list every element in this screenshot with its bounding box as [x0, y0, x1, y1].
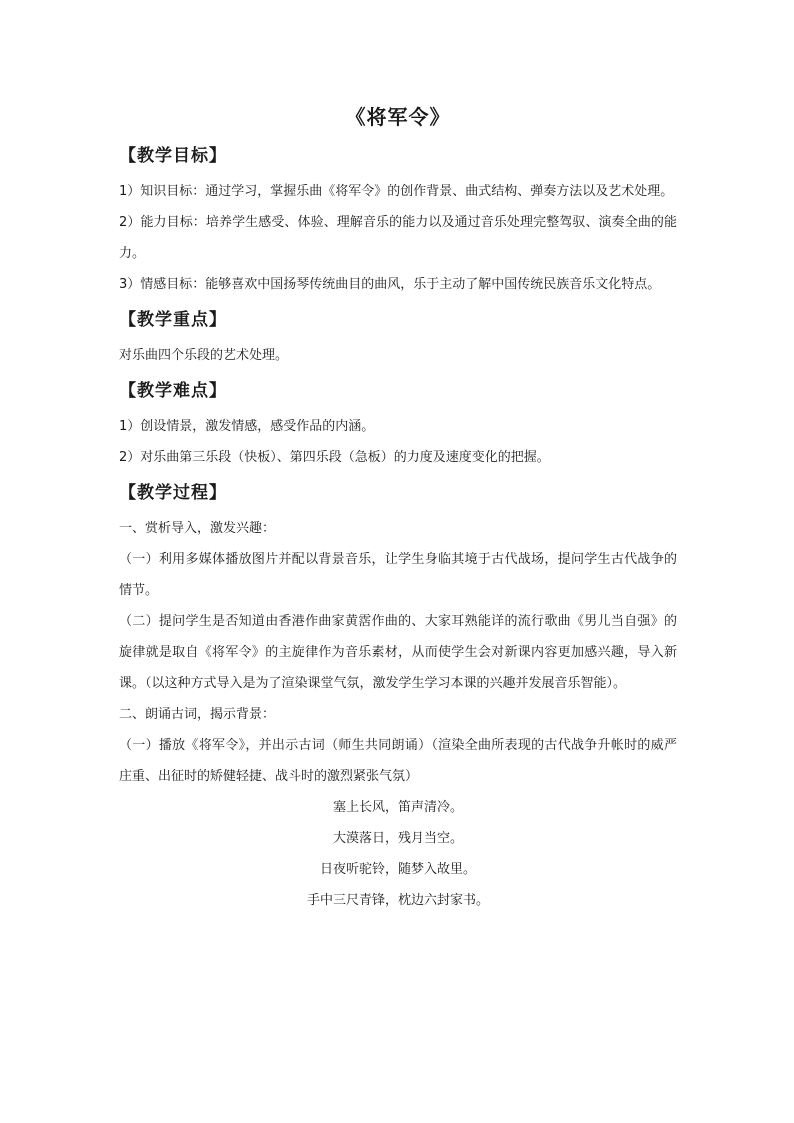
heading-key-points: 【教学重点】 [119, 310, 227, 330]
key-point-item: 对乐曲四个乐段的艺术处理。 [119, 348, 289, 363]
process-step-1-title: 一、赏析导入，激发兴趣： [119, 521, 276, 536]
process-step-1-part-1: （一）利用多媒体播放图片并配以背景音乐，让学生身临其境于古代战场，提问学生古代战争的情节。 [119, 552, 677, 598]
heading-teaching-process: 【教学过程】 [119, 483, 227, 503]
heading-teaching-goals: 【教学目标】 [119, 146, 227, 166]
process-step-2-part-1: （一）播放《将军令》，并出示古词（师生共同朗诵）（渲染全曲所表现的古代战争升帐时的威严庄重、出征时的矫健轻捷、战斗时的激烈紧张气氛） [119, 738, 677, 784]
document-title: 《将军令》 [345, 105, 451, 129]
heading-difficulties: 【教学难点】 [119, 381, 227, 401]
process-step-1-part-2: （二）提问学生是否知道由香港作曲家黄霑作曲的、大家耳熟能详的流行歌曲《男儿当自强》的旋律就是取自《将军令》的主旋律作为音乐素材，从而使学生会对新课内容更加感兴趣，导入新课。（以这种方式导入是为了渲染课堂气氛，激发学生学习本课的兴趣并发展音乐智能）。 [119, 614, 677, 691]
goal-ability: 2）能力目标：培养学生感受、体验、理解音乐的能力以及通过音乐处理完整驾驭、演奏全曲的能力。 [119, 215, 677, 261]
difficulty-item-1: 1）创设情景，激发情感，感受作品的内涵。 [119, 419, 375, 434]
goal-knowledge: 1）知识目标：通过学习，掌握乐曲《将军令》的创作背景、曲式结构、弹奏方法以及艺术处理。 [119, 184, 674, 199]
poem-line-3: 日夜听驼铃，随梦入故里。 [319, 862, 476, 877]
poem-line-2: 大漠落日，残月当空。 [332, 831, 463, 846]
document-content [119, 98, 677, 916]
difficulty-item-2: 2）对乐曲第三乐段（快板）、第四乐段（急板）的力度及速度变化的把握。 [119, 450, 550, 465]
process-step-2-title: 二、朗诵古词，揭示背景： [119, 707, 276, 722]
poem-line-4: 手中三尺青锋，枕边六封家书。 [306, 893, 489, 908]
poem-line-1: 塞上长风，笛声清冷。 [332, 800, 463, 815]
goal-emotion: 3）情感目标：能够喜欢中国扬琴传统曲目的曲风，乐于主动了解中国传统民族音乐文化特点。 [119, 277, 661, 292]
